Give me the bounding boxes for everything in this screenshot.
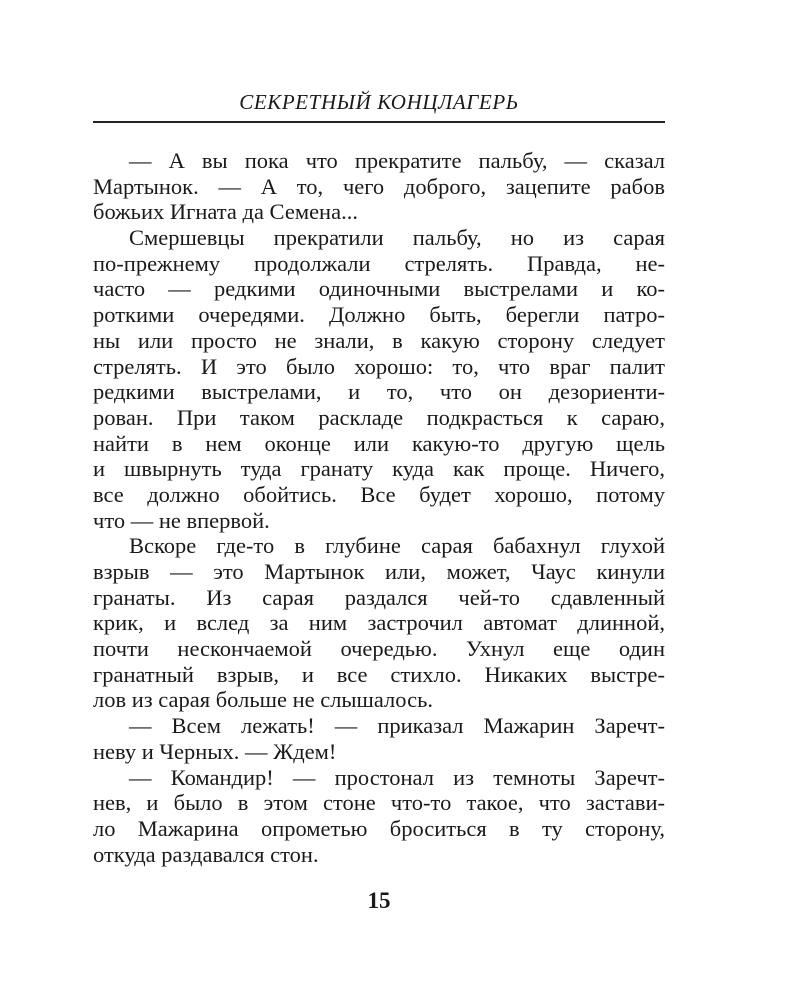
text-line: крик, и вслед за ним застрочил автомат длинной, [93,610,665,636]
text-line: и швырнуть туда гранату куда как проще. Ничего, [93,456,665,482]
running-title: СЕКРЕТНЫЙ КОНЦЛАГЕРЬ [239,90,519,114]
text-line: ны или просто не знали, в какую сторону следует [93,327,665,353]
text-line: Мартынок. — А то, чего доброго, зацепите рабов [93,173,665,199]
text-line: — Командир! — простонал из темноты Заречт- [129,764,665,790]
text-line: взрыв — это Мартынок или, может, Чаус кинули [93,559,665,584]
text-line: что — не впервой. [93,507,270,533]
text-line: гранаты. Из сарая раздался чей-то сдавленный [93,584,665,610]
header-rule [93,121,665,123]
text-line: божьих Игната да Семена... [93,199,358,225]
text-line: гранатный взрыв, и все стихло. Никаких выстре- [93,661,665,687]
text-line: Вскоре где-то в глубине сарая бабахнул глухой [129,533,665,559]
text-line: неву и Черных. — Ждем! [93,738,337,764]
text-line: откуда раздавался стон. [93,841,319,867]
paragraph-3 [93,533,665,713]
text-line: рован. При таком раскладе подкрасться к сараю, [93,404,665,430]
text-line: — Всем лежать! — приказал Мажарин Заречт- [129,713,665,739]
text-line: редкими выстрелами, и то, что он дезориенти- [93,379,665,405]
text-line: Смершевцы прекратили пальбу, но из сарая [129,225,665,251]
text-line: нев, и было в этом стоне что-то такое, что застави- [93,790,665,816]
paragraph-5 [93,765,665,868]
text-line: стрелять. И это было хорошо: то, что враг палит [93,353,665,379]
text-line: почти нескончаемой очередью. Ухнул еще один [93,636,665,662]
text-line: часто — редкими одиночными выстрелами и ко- [93,276,665,302]
text-line: по-прежнему продолжали стрелять. Правда, не- [93,250,665,276]
text-line: все должно обойтись. Все будет хорошо, потому [93,481,665,507]
text-line: роткими очередями. Должно быть, берегли патро- [93,302,665,328]
text-line: — А вы пока что прекратите пальбу, — сказал [129,148,665,173]
text-line: лов из сарая больше не слышалось. [93,687,433,713]
page-number: 15 [367,888,391,913]
paragraph-4 [93,713,665,764]
body-text [93,148,665,867]
text-line: найти в нем оконце или какую-то другую щель [93,430,665,456]
text-line: ло Мажарина опрометью броситься в ту сторону, [93,815,665,841]
paragraph-1 [93,148,665,225]
paragraph-2 [93,225,665,533]
